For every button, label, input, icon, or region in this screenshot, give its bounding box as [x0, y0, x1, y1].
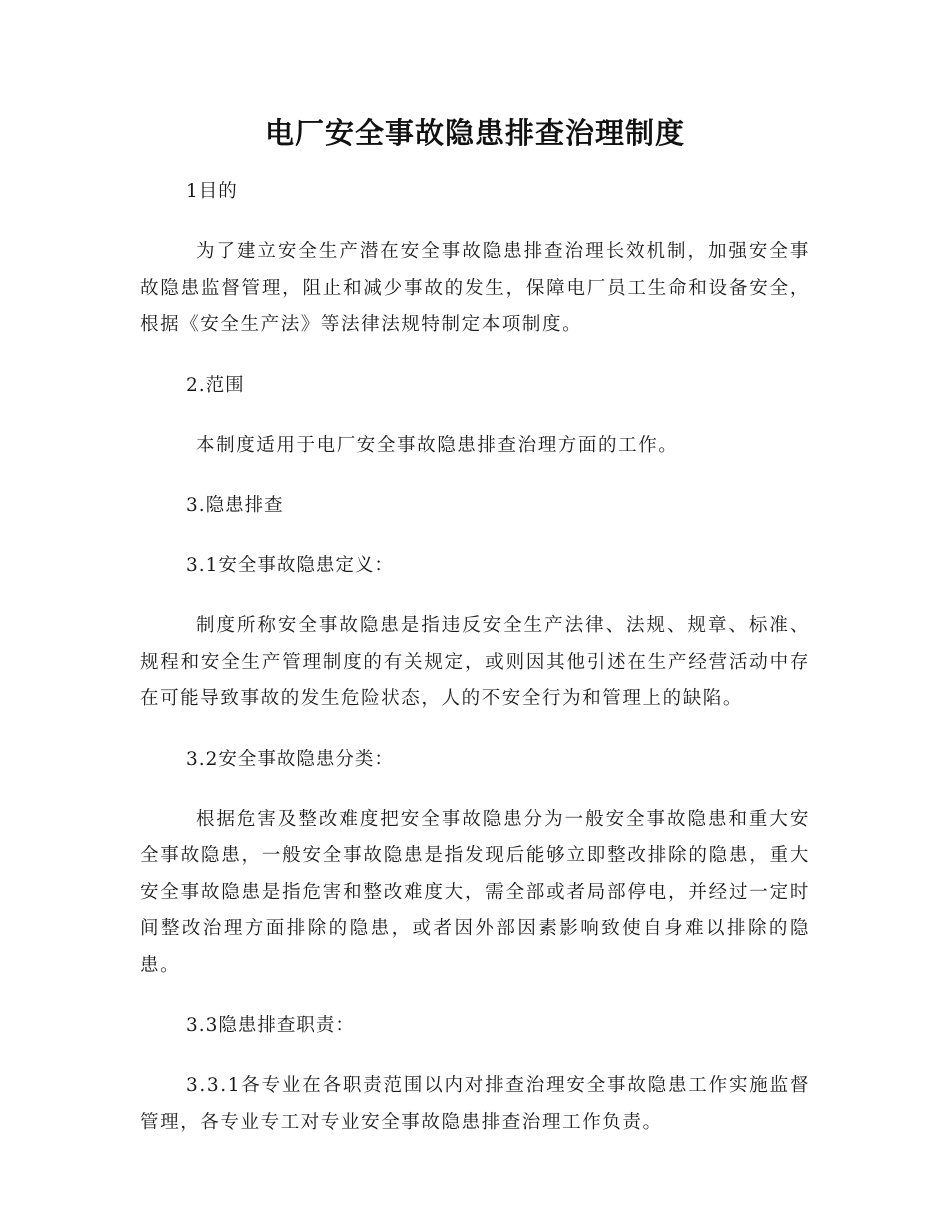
paragraph-scope: 本制度适用于电厂安全事故隐患排查治理方面的工作。: [196, 434, 679, 456]
paragraph-classification: 根据危害及整改难度把安全事故隐患分为一般安全事故隐患和重大安全事故隐患，一般安全事故隐患是指发现后能够立即整改排除的隐患，重大安全事故隐患是指危害和整改难度大，需全部或者局部停电，并经过一定时间整改治理方面排除的隐患，或者因外部因素影响致使自身难以排除的隐患。: [140, 808, 810, 976]
section-heading-hazard-inspection: 3.隐患排查: [186, 495, 284, 516]
paragraph-definition: 制度所称安全事故隐患是指违反安全生产法律、法规、规章、标准、规程和安全生产管理制度的有关规定，或则因其他引述在生产经营活动中存在可能导致事故的发生危险状态，人的不安全行为和管理上的缺陷。: [140, 615, 810, 709]
paragraph-purpose: 为了建立安全生产潜在安全事故隐患排查治理长效机制，加强安全事故隐患监督管理，阻止和减少事故的发生，保障电厂员工生命和设备安全，根据《安全生产法》等法律法规特制定本项制度。: [140, 241, 810, 335]
subsection-heading-definition: 3.1安全事故隐患定义：: [186, 555, 394, 576]
subsection-heading-classification: 3.2安全事故隐患分类：: [186, 748, 394, 770]
section-heading-purpose: 1目的: [186, 181, 238, 202]
subsection-heading-responsibilities: 3.3隐患排查职责：: [186, 1015, 355, 1036]
section-heading-scope: 2.范围: [186, 374, 245, 396]
document-title: 电厂安全事故隐患排查治理制度: [264, 116, 685, 150]
paragraph-responsibilities: 3.3.1各专业在各职责范围以内对排查治理安全事故隐患工作实施监督管理，各专业专工对专业安全事故隐患排查治理工作负责。: [140, 1075, 810, 1133]
